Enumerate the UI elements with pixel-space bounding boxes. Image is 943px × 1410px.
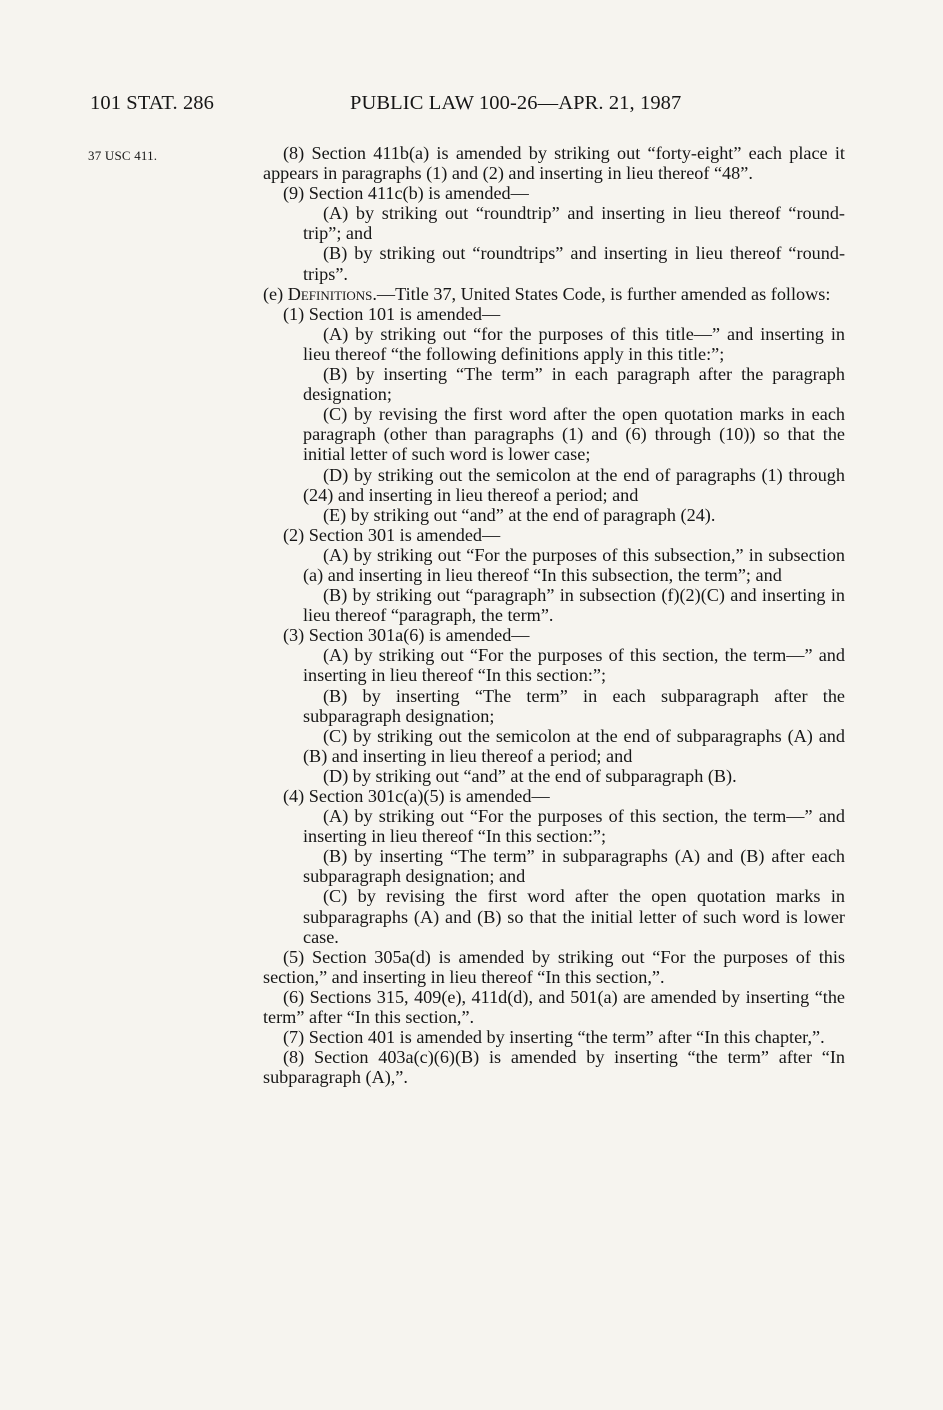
subparagraph: (A) by striking out “For the purposes of this section, the term—” and inserting in lieu thereof “In this section:”; <box>303 645 845 686</box>
subparagraph: (A) by striking out “For the purposes of this section, the term—” and inserting in lieu thereof “In this section:”; <box>303 806 845 847</box>
paragraph: (5) Section 305a(d) is amended by striking out “For the purposes of this section,” and inserting in lieu thereof “In this section,”. <box>263 946 845 987</box>
subparagraph: (C) by striking out the semicolon at the end of subparagraphs (A) and (B) and inserting in lieu thereof a period; and <box>303 725 845 766</box>
subparagraph: (A) by striking out “For the purposes of this subsection,” in subsection (a) and inserting in lieu thereof “In this subsection, the term”; and <box>303 544 845 585</box>
subparagraph: (E) by striking out “and” at the end of paragraph (24). <box>323 504 716 525</box>
paragraph: (8) Section 411b(a) is amended by striking out “forty-eight” each place it appears in paragraphs (1) and (2) and inserting in lieu thereof “48”. <box>263 143 845 184</box>
subparagraph: (C) by revising the first word after the open quotation marks in subparagraphs (A) and (B) so that the initial letter of such word is lower case. <box>303 886 845 947</box>
paragraph: (4) Section 301c(a)(5) is amended— <box>283 786 550 806</box>
document-body <box>263 143 845 1087</box>
paragraph: (1) Section 101 is amended— <box>283 303 501 324</box>
definitions-lead: (e) <box>263 283 288 304</box>
subparagraph: (B) by striking out “roundtrips” and inserting in lieu thereof “round-trips”. <box>303 243 845 284</box>
subparagraph: (B) by striking out “paragraph” in subsection (f)(2)(C) and inserting in lieu thereof “paragraph, the term”. <box>303 585 845 626</box>
paragraph: (8) Section 403a(c)(6)(B) is amended by inserting “the term” after “In subparagraph (A),”. <box>263 1047 845 1088</box>
subparagraph: (D) by striking out the semicolon at the end of paragraphs (1) through (24) and inserting in lieu thereof a period; and <box>303 464 845 505</box>
subparagraph: (B) by inserting “The term” in each paragraph after the paragraph designation; <box>303 364 845 405</box>
margin-citation: 37 USC 411. <box>88 148 158 163</box>
subparagraph: (A) by striking out “roundtrip” and inserting in lieu thereof “round-trip”; and <box>303 203 845 244</box>
stat-reference: 101 STAT. 286 <box>90 92 214 114</box>
subparagraph: (D) by striking out “and” at the end of subparagraph (B). <box>323 765 737 786</box>
paragraph: (2) Section 301 is amended— <box>283 524 501 545</box>
page-header <box>90 92 850 122</box>
paragraph: (7) Section 401 is amended by inserting “the term” after “In this chapter,”. <box>283 1027 825 1048</box>
subparagraph: (B) by inserting “The term” in each subparagraph after the subparagraph designation; <box>303 685 845 726</box>
definitions-rest: .—Title 37, United States Code, is further amended as follows: <box>372 283 831 304</box>
paragraph: (6) Sections 315, 409(e), 411d(d), and 501(a) are amended by inserting “the term” after “In this section,”. <box>263 986 845 1028</box>
paragraph-definitions <box>243 284 845 304</box>
subparagraph: (B) by inserting “The term” in subparagraphs (A) and (B) after each subparagraph designation; and <box>303 846 845 887</box>
paragraph: (9) Section 411c(b) is amended— <box>283 183 529 204</box>
subparagraph: (A) by striking out “for the purposes of this title—” and inserting in lieu thereof “the following definitions apply in this title:”; <box>303 323 845 364</box>
paragraph: (3) Section 301a(6) is amended— <box>283 625 530 646</box>
public-law-reference: PUBLIC LAW 100-26—APR. 21, 1987 <box>350 92 682 114</box>
subparagraph: (C) by revising the first word after the open quotation marks in each paragraph (other than paragraphs (1) and (6) through (10)) so that the initial letter of such word is lower case; <box>303 404 845 465</box>
definitions-heading: Definitions <box>287 283 373 304</box>
